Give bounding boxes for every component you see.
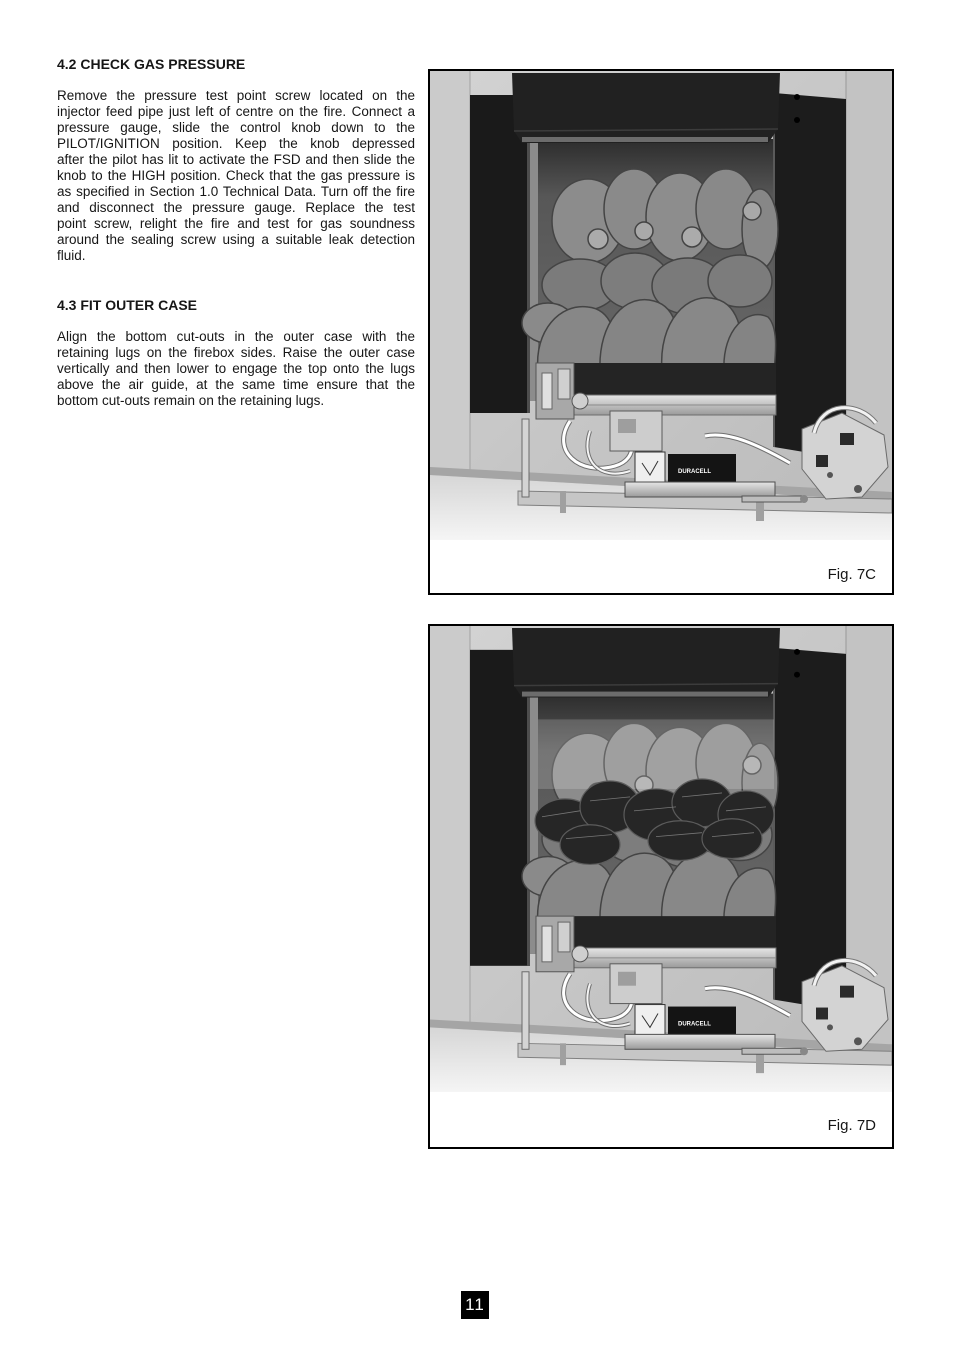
figure-7c [428, 69, 894, 595]
figure-caption: Fig. 7D [827, 1117, 876, 1134]
control-rail [625, 1034, 775, 1049]
page-number: 11 [461, 1291, 489, 1319]
figure-7c-photo [430, 71, 892, 540]
battery-label: DURACELL [678, 1021, 711, 1028]
left-door-panel [470, 650, 530, 966]
paragraph-line: PILOT/IGNITION position. Keep the knob depressed [57, 136, 415, 151]
paragraph-line: injector feed pipe just left of centre on the fire. Connect a [57, 104, 415, 119]
paragraph-line: Align the bottom cut-outs in the outer case with the [57, 329, 415, 344]
right-frame [774, 93, 846, 459]
paragraph-line: after the pilot has lit to activate the FSD and then slide the [57, 152, 415, 167]
section-heading-4-2: 4.2 CHECK GAS PRESSURE [57, 56, 246, 72]
paragraph-line: fluid. [57, 248, 86, 263]
fret-front [568, 916, 776, 948]
fireplace-photo [430, 626, 892, 1092]
figure-7d [428, 624, 894, 1149]
paragraph-line: as specified in Section 1.0 Technical Data. Turn off the fire [57, 184, 415, 199]
paragraph-line: above the air guide, at the same time ensure that the [57, 377, 415, 392]
frame-screw [794, 649, 800, 655]
control-lever [742, 1048, 804, 1054]
paragraph-line: knob to the HIGH position. Check that the gas pressure is [57, 168, 415, 183]
fire-hood [512, 73, 780, 143]
fireplace-photo [430, 71, 892, 540]
paragraph-line: and disconnect the pressure gauge. Replace the test [57, 200, 415, 215]
figure-caption: Fig. 7C [827, 566, 876, 583]
paragraph-line: retaining lugs on the firebox sides. Raise the outer case [57, 345, 415, 360]
frame-screw [794, 672, 800, 678]
coal-bed [522, 169, 778, 371]
figure-7d-photo [430, 626, 892, 1092]
paragraph-line: bottom cut-outs remain on the retaining lugs. [57, 393, 325, 408]
paragraph-line: around the sealing screw using a suitable leak detection [57, 232, 415, 247]
control-lever [742, 496, 804, 502]
control-rail [625, 482, 775, 497]
fire-hood [512, 628, 780, 698]
section-heading-4-3: 4.3 FIT OUTER CASE [57, 297, 198, 313]
section-4-2-paragraph [57, 88, 415, 264]
left-door-panel [470, 95, 530, 413]
control-rod [522, 419, 529, 497]
right-frame [774, 648, 846, 1012]
control-rod [522, 972, 529, 1050]
frame-screw [794, 117, 800, 123]
battery-label: DURACELL [678, 469, 711, 475]
paragraph-line: pressure gauge, slide the control knob down to the [57, 120, 415, 135]
frame-screw [794, 94, 800, 100]
section-4-3-paragraph [57, 329, 415, 409]
paragraph-line: Remove the pressure test point screw located on the [57, 88, 415, 103]
fret-front [568, 363, 776, 395]
paragraph-line: vertically and then lower to engage the top onto the lugs [57, 361, 415, 376]
paragraph-line: point screw, relight the fire and test for gas soundness [57, 216, 415, 231]
